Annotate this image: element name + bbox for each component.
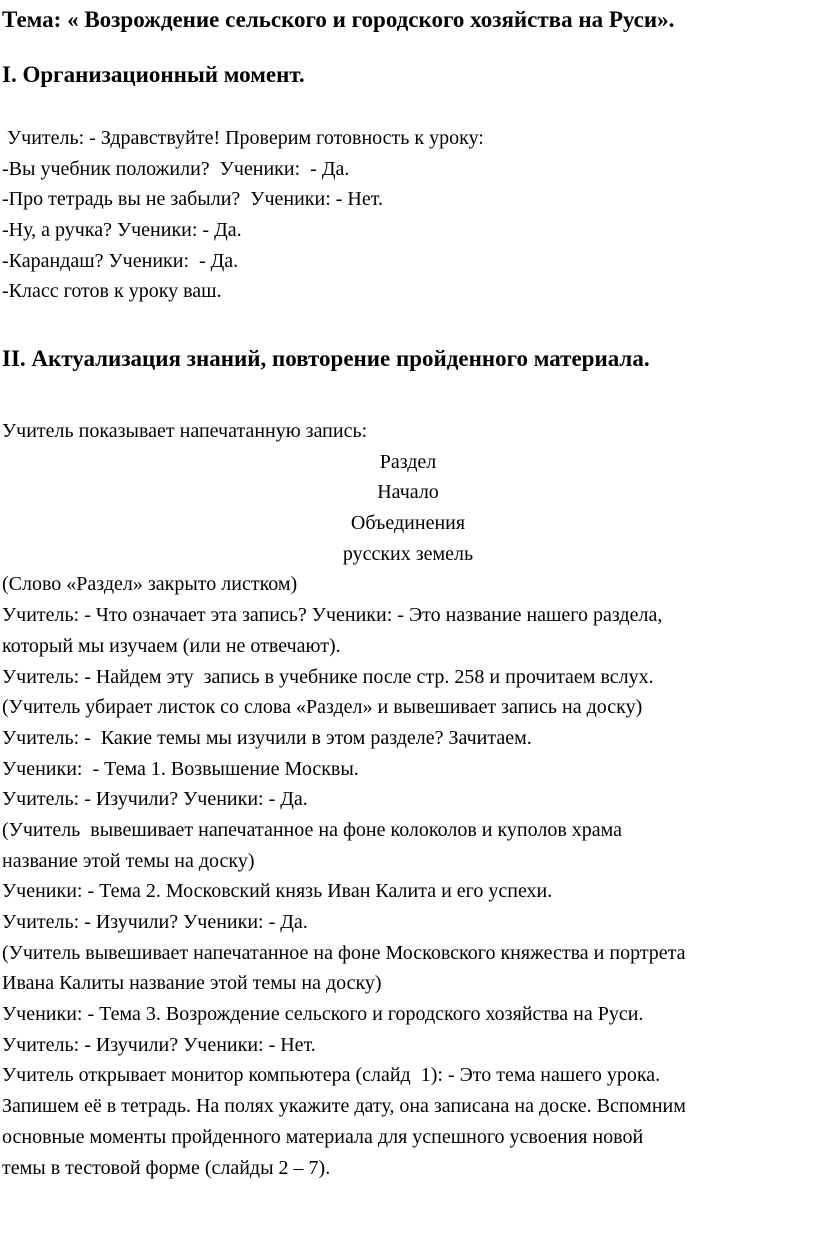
section1-line: -Ну, а ручка? Ученики: - Да. xyxy=(2,219,242,242)
section2-line: Учитель: - Изучили? Ученики: - Да. xyxy=(2,788,308,811)
document-title: Тема: « Возрождение сельского и городского хозяйства на Руси». xyxy=(2,7,675,32)
section2-heading: II. Актуализация знаний, повторение пройденного материала. xyxy=(2,346,650,371)
record-line-russkih-zemel: русских земель xyxy=(342,542,474,565)
section2-line: Учитель открывает монитор компьютера (слайд 1): - Это тема нашего урока. xyxy=(2,1064,661,1087)
section2-line: Учитель: - Изучили? Ученики: - Нет. xyxy=(2,1033,316,1056)
section2-line: Запишем её в тетрадь. На полях укажите дату, она записана на доске. Вспомним xyxy=(2,1095,686,1118)
section2-line: название этой темы на доску) xyxy=(2,849,255,872)
section2-line: Ученики: - Тема 2. Московский князь Иван Калита и его успехи. xyxy=(2,880,553,903)
section2-line: темы в тестовой форме (слайды 2 – 7). xyxy=(2,1156,331,1179)
section1-line: -Про тетрадь вы не забыли? Ученики: - Нет. xyxy=(2,188,383,211)
section2-line: (Учитель вывешивает напечатанное на фоне колоколов и куполов храма xyxy=(2,818,623,841)
section2-line: Учитель: - Что означает эта запись? Ученики: - Это название нашего раздела, xyxy=(2,604,663,627)
section2-line: (Учитель убирает листок со слова «Раздел» и вывешивает запись на доску) xyxy=(2,696,643,719)
section2-line: который мы изучаем (или не отвечают). xyxy=(2,634,341,657)
section1-heading: I. Организационный момент. xyxy=(2,62,305,87)
record-line-razdel: Раздел xyxy=(379,450,437,473)
section2-line: Ученики: - Тема 1. Возвышение Москвы. xyxy=(2,757,359,780)
section2-intro: Учитель показывает напечатанную запись: xyxy=(2,420,368,442)
section2-line: Учитель: - Изучили? Ученики: - Да. xyxy=(2,911,308,933)
section2-line: Ученики: - Тема 3. Возрождение сельского и городского хозяйства на Руси. xyxy=(2,1003,644,1026)
section2-body xyxy=(2,416,814,1183)
record-line-obedineniya: Объединения xyxy=(350,512,466,535)
record-line-nachalo: Начало xyxy=(377,481,439,504)
section1-line: -Класс готов к уроку ваш. xyxy=(2,280,222,303)
section2-line: Учитель: - Найдем эту запись в учебнике после стр. 258 и прочитаем вслух. xyxy=(2,665,654,688)
section1-line: Учитель: - Здравствуйте! Проверим готовность к уроку: xyxy=(2,127,484,149)
section2-line: Учитель: - Какие темы мы изучили в этом разделе? Зачитаем. xyxy=(2,726,532,749)
section2-line: основные моменты пройденного материала для успешного усвоения новой xyxy=(2,1125,644,1148)
section2-line: Ивана Калиты название этой темы на доску) xyxy=(2,972,382,995)
section2-line: (Учитель вывешивает напечатанное на фоне Московского княжества и портрета xyxy=(2,941,686,964)
section1-line: -Карандаш? Ученики: - Да. xyxy=(2,249,239,272)
section1-body xyxy=(2,123,484,307)
section1-line: -Вы учебник положили? Ученики: - Да. xyxy=(2,157,350,180)
section2-line: (Слово «Раздел» закрыто листком) xyxy=(2,573,298,596)
